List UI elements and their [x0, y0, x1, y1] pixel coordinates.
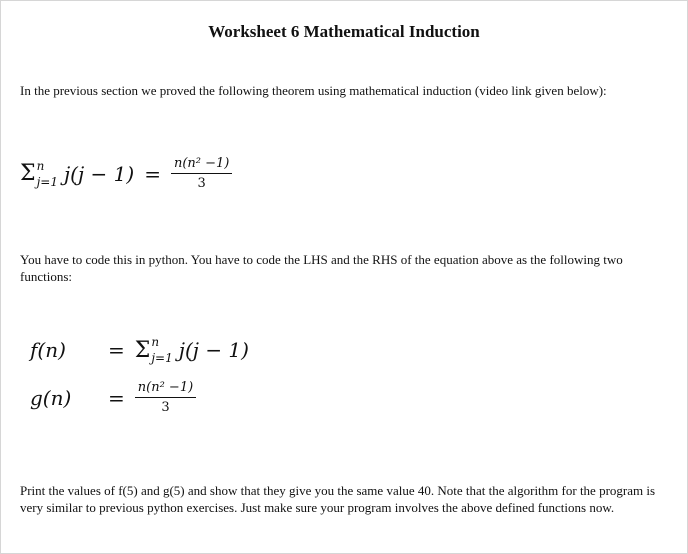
equals-sign: = [144, 161, 161, 186]
fraction [135, 380, 196, 415]
fraction-denominator: 3 [161, 400, 170, 415]
fraction [171, 156, 232, 191]
worksheet-title: Worksheet 6 Mathematical Induction [208, 22, 480, 41]
function-g-definition [30, 380, 196, 415]
sum-limits [37, 160, 58, 188]
instructions-paragraph: You have to code this in python. You have to code the LHS and the RHS of the equation above as the following two functions: [20, 252, 623, 284]
sum-upper-limit: n [151, 335, 160, 349]
intro-paragraph: In the previous section we proved the following theorem using mathematical induction (video link given below): [20, 83, 607, 98]
fraction-denominator: 3 [197, 176, 206, 191]
summand: j(j − 1) [63, 161, 135, 186]
task-paragraph: Print the values of f(5) and g(5) and show that they give you the same value 40. Note that the algorithm for the program is very similar to previous python exercises. Just make sure your program involves the above defined functions now. [20, 483, 656, 515]
function-f-definition [30, 336, 249, 364]
sum-limits [151, 336, 172, 364]
equals-sign: = [108, 338, 125, 362]
theorem-equation [20, 156, 232, 191]
summand: j(j − 1) [178, 338, 249, 362]
fraction-numerator: n(n² −1) [135, 380, 196, 398]
sum-lower-limit: j=1 [36, 174, 58, 189]
sum-upper-limit: n [36, 158, 45, 173]
fraction-numerator: n(n² −1) [171, 156, 232, 174]
function-f-name: f(n) [30, 338, 66, 362]
sum-symbol: Σ [20, 161, 36, 186]
sum-lower-limit: j=1 [151, 351, 173, 365]
sum-symbol: Σ [134, 337, 151, 363]
function-g-name: g(n) [30, 385, 72, 410]
equals-sign: = [108, 385, 125, 410]
